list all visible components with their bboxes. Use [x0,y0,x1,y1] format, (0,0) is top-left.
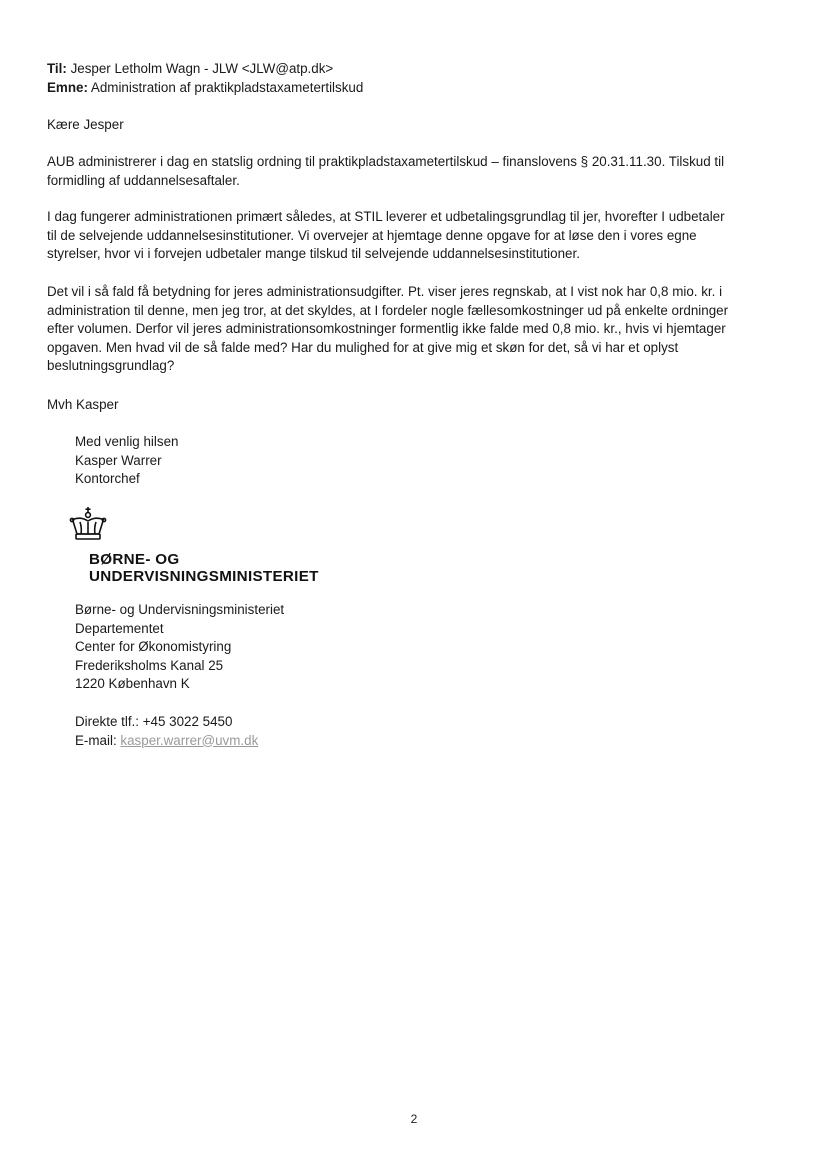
signature-name: Kasper Warrer [75,452,162,468]
paragraph-2-line: til de selvejende uddannelsesinstitutioner. Vi overvejer at hjemtage denne opgave for at løse den i vores egne [47,227,697,243]
address-line: Center for Økonomistyring [75,639,232,654]
ministry-logo [68,506,368,586]
email-header [47,60,787,97]
salutation-block [47,116,787,135]
paragraph-3-line: beslutningsgrundlag? [47,358,175,373]
logo-line-1: BØRNE- OG [89,551,180,568]
closing-block [47,396,787,415]
page-number: 2 [410,1112,418,1126]
paragraph-3-line: Det vil i så fald få betydning for jeres administrationsudgifter. Pt. viser jeres regnskab, at I vist nok har 0,8 mio. kr. i [47,284,723,299]
logo-text [89,551,319,585]
signature-greeting: Med venlig hilsen [75,434,179,449]
paragraph-1-line: AUB administrerer i dag en statslig ordning til praktikpladstaxametertilskud – finanslovens § 20.31.11.30. Tilskud til [47,154,725,169]
signature-title: Kontorchef [75,471,140,486]
paragraph-3-line: efter volumen. Derfor vil jeres administrationsomkostninger formentlig ikke falde med 0,8 mio. kr., hvis vi hjemtager [47,321,726,336]
address-line: Frederiksholms Kanal 25 [75,657,224,673]
to-line [47,60,787,79]
subject-line [47,79,787,98]
crown-icon [68,506,108,542]
paragraph-1-line: formidling af uddannelsesaftaler. [47,172,240,188]
paragraph-2-line: I dag fungerer administrationen primært således, at STIL leverer et udbetalingsgrundlag til jer, hvorefter I udbetaler [47,209,725,224]
address-line: 1220 København K [75,676,190,691]
paragraph-1 [47,153,787,190]
email-label: E-mail: [75,732,117,748]
phone-line: Direkte tlf.: +45 3022 5450 [75,714,233,729]
address-block [75,601,775,694]
paragraph-3-line: opgaven. Men hvad vil de så falde med? Har du mulighed for at give mig et skøn for det, så vi har et oplyst [47,339,679,355]
email-line [75,732,775,751]
contact-block [75,713,775,750]
salutation: Kære Jesper [47,117,124,132]
email-link[interactable]: kasper.warrer@uvm.dk [120,732,259,748]
closing: Mvh Kasper [47,397,119,412]
paragraph-2-line: styrelser, hvor vi i forvejen udbetaler mange tilskud til selvejende uddannelsesinstitutioner. [47,246,580,261]
to-value: Jesper Letholm Wagn - JLW <JLW@atp.dk> [70,61,334,76]
to-label: Til: [47,61,67,76]
paragraph-3 [47,283,787,376]
paragraph-3-line: administration til denne, men jeg tror, at det skyldes, at I fordeler nogle fællesomkostninger ud på enkelte ordninger [47,302,729,318]
signature-block [75,433,775,489]
subject-value: Administration af praktikpladstaxametertilskud [90,79,364,95]
address-line: Departementet [75,620,164,636]
paragraph-2 [47,208,787,264]
address-line: Børne- og Undervisningsministeriet [75,602,285,617]
logo-line-2: UNDERVISNINGSMINISTERIET [89,568,319,585]
subject-label: Emne: [47,79,88,95]
